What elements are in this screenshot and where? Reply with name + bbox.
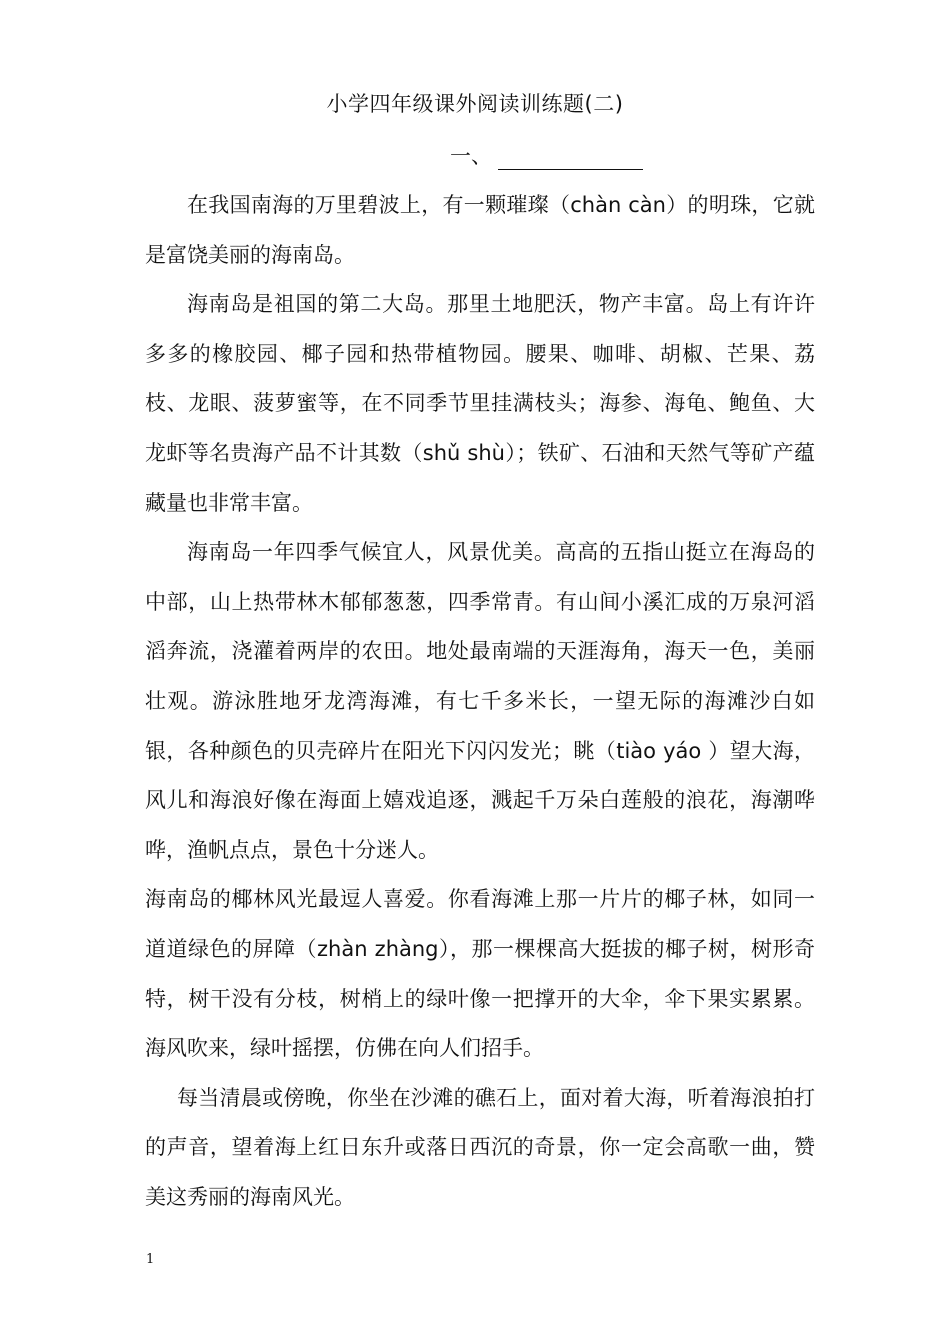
section-heading xyxy=(450,140,643,170)
paragraph-1: 在我国南海的万里碧波上，有一颗璀璨（chàn càn）的明珠，它就是富饶美丽的海南岛。 xyxy=(145,193,815,267)
page-number: 1 xyxy=(146,1252,155,1267)
title-blank-line[interactable] xyxy=(498,145,643,170)
paragraph-2: 海南岛是祖国的第二大岛。那里土地肥沃，物产丰富。岛上有许许多多的橡胶园、椰子园和热带植物园。腰果、咖啡、胡椒、芒果、荔枝、龙眼、菠萝蜜等，在不同季节里挂满枝头；海参、海龟、鲍鱼、大龙虾等名贵海产品不计其数（shǔ shù）；铁矿、石油和天然气等矿产蕴藏量也非常丰富。 xyxy=(145,292,815,515)
page-title: 小学四年级课外阅读训练题(二) xyxy=(326,92,624,116)
paragraph-3: 海南岛一年四季气候宜人，风景优美。高高的五指山挺立在海岛的中部，山上热带林木郁郁葱葱，四季常青。有山间小溪汇成的万泉河滔滔奔流，浇灌着两岸的农田。地处最南端的天涯海角，海天一色，美丽壮观。游泳胜地牙龙湾海滩，有七千多米长，一望无际的海滩沙白如银，各种颜色的贝壳碎片在阳光下闪闪发光；眺（tiào yáo ）望大海，风儿和海浪好像在海面上嬉戏追逐，溅起千万朵白莲般的浪花，海潮哗哗，渔帆点点，景色十分迷人。 xyxy=(145,540,815,862)
paragraph-5: 每当清晨或傍晚，你坐在沙滩的礁石上，面对着大海，听着海浪拍打的声音，望着海上红日东升或落日西沉的奇景，你一定会高歌一曲，赞美这秀丽的海南风光。 xyxy=(145,1085,815,1209)
section-label: 一、 xyxy=(450,144,492,168)
article-body xyxy=(145,181,815,1222)
paragraph-4: 海南岛的椰林风光最逗人喜爱。你看海滩上那一片片的椰子林，如同一道道绿色的屏障（zhàn zhàng），那一棵棵高大挺拔的椰子树，树形奇特，树干没有分枝，树梢上的绿叶像一把撑开的大伞，伞下果实累累。海风吹来，绿叶摇摆，仿佛在向人们招手。 xyxy=(145,887,815,1061)
